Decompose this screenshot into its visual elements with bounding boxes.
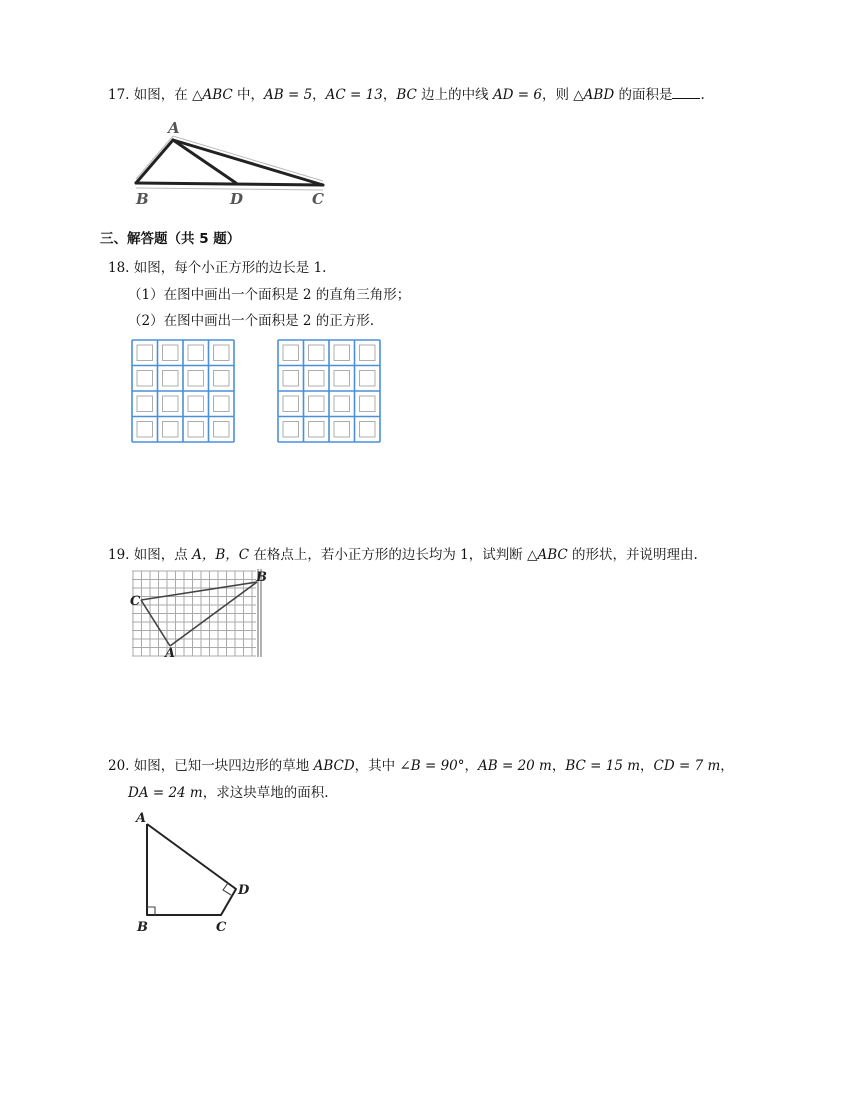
grid-cell xyxy=(137,396,153,412)
grid-cell xyxy=(163,371,179,387)
grid-cell xyxy=(360,422,376,438)
label-A: A xyxy=(136,811,147,826)
question-18-text: 18. 如图，每个小正方形的边长是 1. xyxy=(108,260,327,276)
question-20-text-line-2: DA = 24 m，求这块草地的面积. xyxy=(128,785,329,801)
grid-cell xyxy=(309,422,325,438)
grid-cell xyxy=(163,396,179,412)
label-B: B xyxy=(137,920,148,935)
grid-cell xyxy=(188,345,204,361)
grid-cell xyxy=(283,396,299,412)
label-C: C xyxy=(130,594,141,609)
grid-cell xyxy=(309,396,325,412)
grid-cell xyxy=(137,422,153,438)
section-heading: 三、解答题（共 5 题） xyxy=(100,231,241,247)
grid-cell xyxy=(163,422,179,438)
q18-grid-1[interactable] xyxy=(128,336,238,446)
label-B: B xyxy=(256,570,267,585)
grid-cell xyxy=(360,345,376,361)
grid-cell xyxy=(334,422,350,438)
grid-cell xyxy=(283,345,299,361)
grid-cell xyxy=(283,422,299,438)
question-18-part-2: （2）在图中画出一个面积是 2 的正方形. xyxy=(128,313,375,329)
grid-cell xyxy=(137,345,153,361)
label-B: B xyxy=(136,190,149,208)
grid-cell xyxy=(309,345,325,361)
question-number: 20. xyxy=(108,758,130,774)
grid-cell xyxy=(283,371,299,387)
question-19-text: 19. 如图，点 A，B，C 在格点上，若小正方形的边长均为 1，试判断 △ABC 的形状，并说明理由. xyxy=(108,547,698,563)
grid-cell xyxy=(360,371,376,387)
question-number: 18. xyxy=(108,260,130,276)
grid-cell xyxy=(309,371,325,387)
q17-triangle-figure xyxy=(128,115,338,210)
question-20-text-line-1: 20. 如图，已知一块四边形的草地 ABCD，其中 ∠B = 90°，AB = 20 m，BC = 15 m，CD = 7 m， xyxy=(108,758,734,774)
grid-cell xyxy=(214,396,230,412)
grid-cell xyxy=(188,371,204,387)
grid-cell xyxy=(214,345,230,361)
grid-cell xyxy=(214,422,230,438)
grid-cell xyxy=(188,422,204,438)
label-C: C xyxy=(216,920,227,935)
label-A: A xyxy=(168,119,180,137)
label-A: A xyxy=(165,646,176,661)
q19-grid-figure xyxy=(128,567,278,662)
question-number: 17. xyxy=(108,87,130,103)
q20-quadrilateral-figure xyxy=(128,808,268,938)
grid-cell xyxy=(137,371,153,387)
label-D: D xyxy=(230,190,244,208)
grid-cell xyxy=(334,396,350,412)
question-18-part-1: （1）在图中画出一个面积是 2 的直角三角形； xyxy=(128,287,411,303)
grid-cell xyxy=(334,371,350,387)
question-number: 19. xyxy=(108,547,130,563)
label-D: D xyxy=(238,883,250,898)
grid-cell xyxy=(188,396,204,412)
label-C: C xyxy=(312,190,324,208)
question-17-text: 17. 如图，在 △ABC 中，AB = 5，AC = 13，BC 边上的中线 AD = 6，则 △ABD 的面积是 . xyxy=(108,84,705,105)
answer-blank[interactable] xyxy=(672,84,700,99)
q18-grid-2[interactable] xyxy=(270,336,385,446)
grid-cell xyxy=(163,345,179,361)
grid-cell xyxy=(334,345,350,361)
grid-cell xyxy=(360,396,376,412)
grid-cell xyxy=(214,371,230,387)
